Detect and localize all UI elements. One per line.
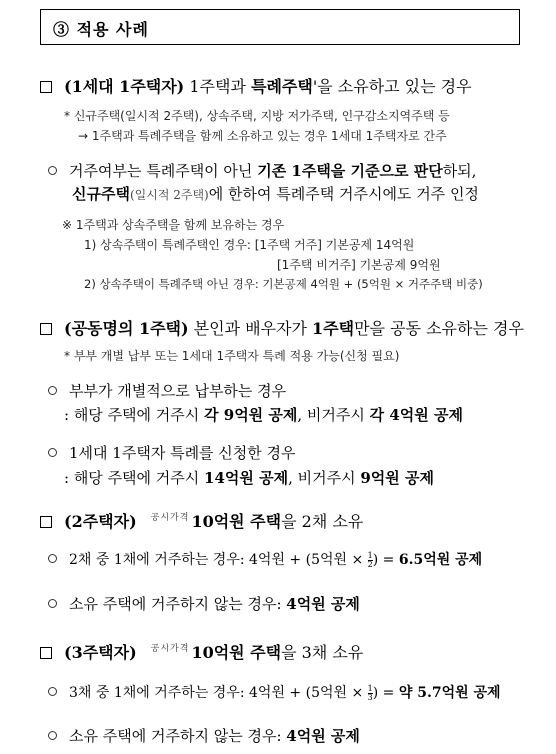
bullet-item: 소유 주택에 거주하지 않는 경우: 4억원 공제: [48, 593, 360, 614]
reference-item: 1) 상속주택이 특례주택인 경우: [1주택 거주] 기본공제 14억원: [84, 238, 415, 252]
section-title-box: [40, 9, 520, 45]
reference-item: [1주택 비거주] 기본공제 9억원: [277, 258, 441, 272]
case-heading-4: (3주택자) $^{공시가격}$ 10억원 주택을 3채 소유: [40, 640, 363, 663]
bullet-item: 부부가 개별적으로 납부하는 경우: [48, 380, 286, 401]
case-heading-3: (2주택자) $^{공시가격}$ 10억원 주택을 2채 소유: [40, 509, 363, 532]
section-title: ③ 적용 사례: [53, 20, 149, 39]
bullet-item: 3채 중 1채에 거주하는 경우: 4억원 + (5억원 × $\frac{1}{3}$ ) = 약 5.7억원 공제: [48, 682, 501, 702]
fraction: $\frac{1}{3}$: [367, 684, 373, 702]
bullet-item: 거주여부는 특례주택이 아닌 기존 1주택을 기준으로 판단하되,: [48, 160, 476, 181]
checkbox-square-icon: [40, 323, 52, 335]
case-note: * 부부 개별 납부 또는 1세대 1주택자 특례 적용 가능(신청 필요): [64, 349, 400, 363]
bullet-circle-icon: [48, 687, 57, 696]
case-note: * 신규주택(일시적 2주택), 상속주택, 지방 저가주택, 인구감소지역주택 등: [64, 109, 450, 123]
bullet-circle-icon: [48, 386, 57, 395]
bullet-circle-icon: [48, 554, 57, 563]
bullet-circle-icon: [48, 448, 57, 457]
case-note: → 1주택과 특례주택을 함께 소유하고 있는 경우 1세대 1주택자로 간주: [78, 129, 447, 143]
case-heading-1: (1세대 1주택자) 1주택과 특례주택'을 소유하고 있는 경우: [40, 74, 472, 97]
checkbox-square-icon: [40, 81, 52, 93]
reference-item: 2) 상속주택이 특례주택 아닌 경우: 기본공제 4억원 + (5억원 × 거주주택 비중): [84, 277, 483, 291]
bullet-item: 2채 중 1채에 거주하는 경우: 4억원 + (5억원 × $\frac{1}{2}$ ) = 6.5억원 공제: [48, 549, 482, 569]
bullet-item: 소유 주택에 거주하지 않는 경우: 4억원 공제: [48, 725, 360, 746]
reference-heading: ※ 1주택과 상속주택을 함께 보유하는 경우: [62, 218, 285, 232]
fraction: $\frac{1}{2}$: [367, 551, 373, 569]
bullet-item-cont: : 해당 주택에 거주시 14억원 공제, 비거주시 9억원 공제: [64, 469, 434, 487]
bullet-item: 1세대 1주택자 특례를 신청한 경우: [48, 442, 296, 463]
case-heading-2: (공동명의 1주택) 본인과 배우자가 1주택만을 공동 소유하는 경우: [40, 316, 524, 339]
bullet-circle-icon: [48, 166, 57, 175]
bullet-item-cont: : 해당 주택에 거주시 각 9억원 공제, 비거주시 각 4억원 공제: [64, 406, 463, 424]
checkbox-square-icon: [40, 647, 52, 659]
checkbox-square-icon: [40, 516, 52, 528]
bullet-item-cont: 신규주택(일시적 2주택)에 한하여 특례주택 거주시에도 거주 인정: [72, 185, 479, 203]
bullet-circle-icon: [48, 599, 57, 608]
bullet-circle-icon: [48, 731, 57, 740]
